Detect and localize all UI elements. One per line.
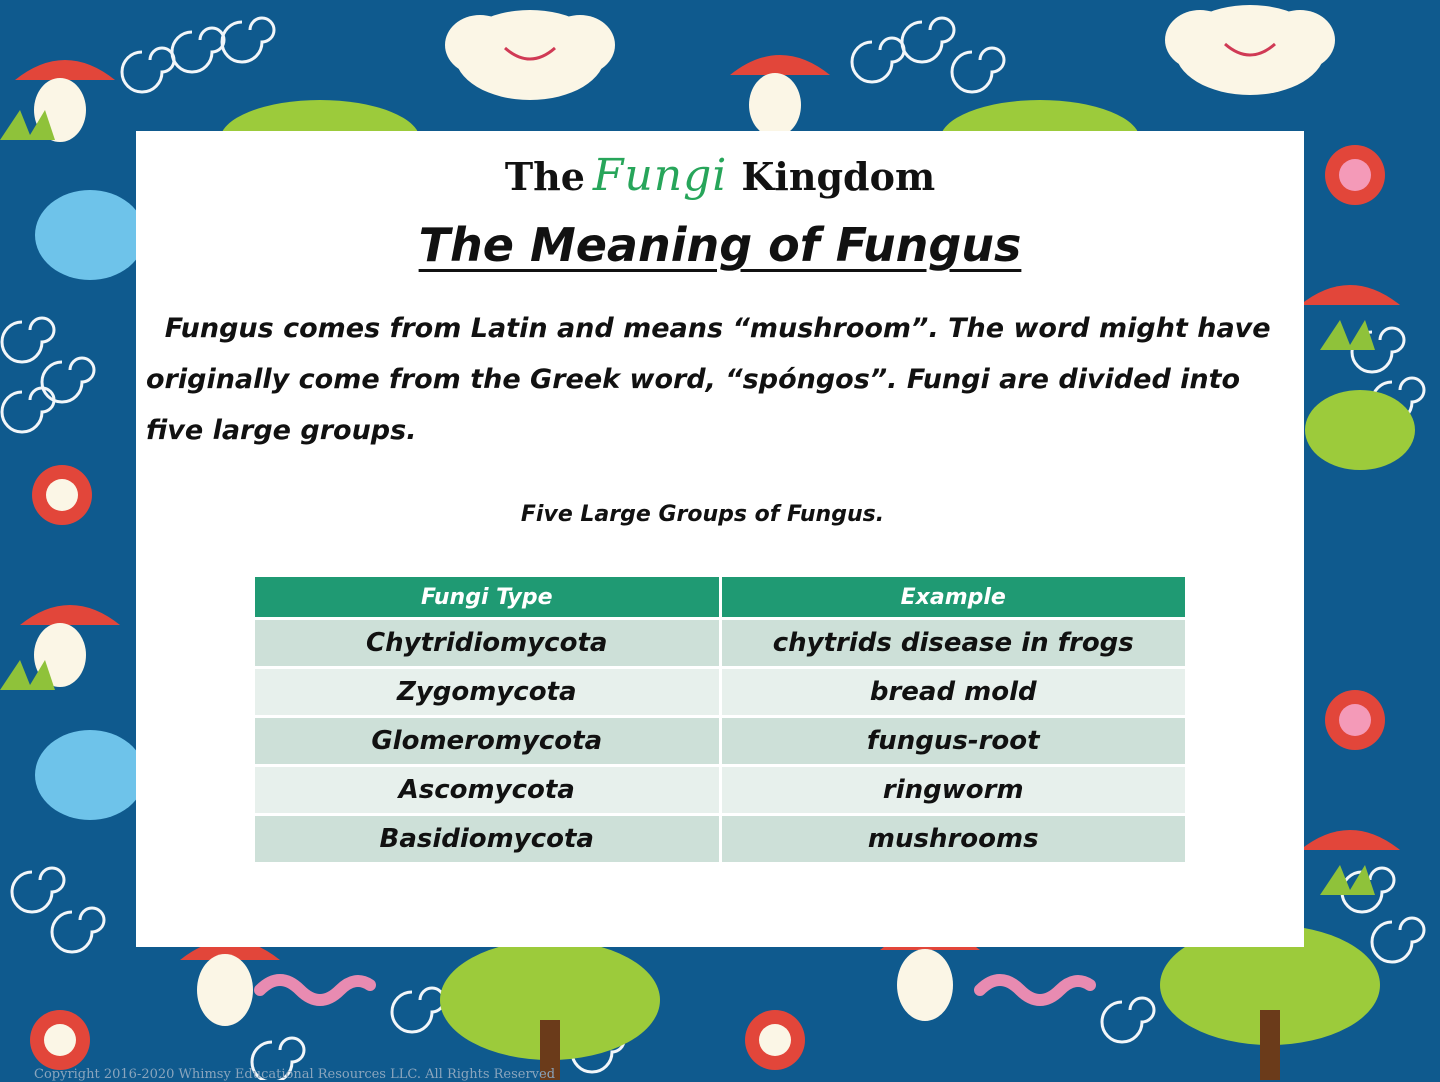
page-title: The Meaning of Fungus: [418, 218, 1022, 272]
example-cell: chytrids disease in frogs: [720, 619, 1187, 668]
copyright-notice: Copyright 2016-2020 Whimsy Educational Resources LLC. All Rights Reserved: [34, 1067, 556, 1082]
heading-suffix: Kingdom: [741, 154, 936, 199]
example-cell: fungus-root: [720, 717, 1187, 766]
fungi-type-cell: Ascomycota: [254, 766, 721, 815]
table-row: [254, 717, 1187, 766]
intro-paragraph: Fungus comes from Latin and means “mushroom”. The word might have originally come from the Greek word, “spóngos”. Fungi are divided into five large groups.: [146, 313, 1271, 446]
example-cell: bread mold: [720, 668, 1187, 717]
fungus-groups-table: [252, 574, 1188, 865]
table-row: [254, 815, 1187, 864]
heading-prefix: The: [504, 154, 585, 199]
table-row: [254, 766, 1187, 815]
example-cell: mushrooms: [720, 815, 1187, 864]
example-cell: ringworm: [720, 766, 1187, 815]
table-header-row: [254, 576, 1187, 619]
heading-fungi-word: Fungi: [592, 150, 728, 201]
column-header-fungi-type: Fungi Type: [254, 576, 721, 619]
column-header-example: Example: [720, 576, 1187, 619]
fungi-type-cell: Basidiomycota: [254, 815, 721, 864]
kingdom-heading: [0, 150, 1440, 201]
fungi-type-cell: Chytridiomycota: [254, 619, 721, 668]
table-row: [254, 668, 1187, 717]
fungi-type-cell: Zygomycota: [254, 668, 721, 717]
fungi-type-cell: Glomeromycota: [254, 717, 721, 766]
table-title: Five Large Groups of Fungus.: [520, 502, 885, 527]
table-row: [254, 619, 1187, 668]
